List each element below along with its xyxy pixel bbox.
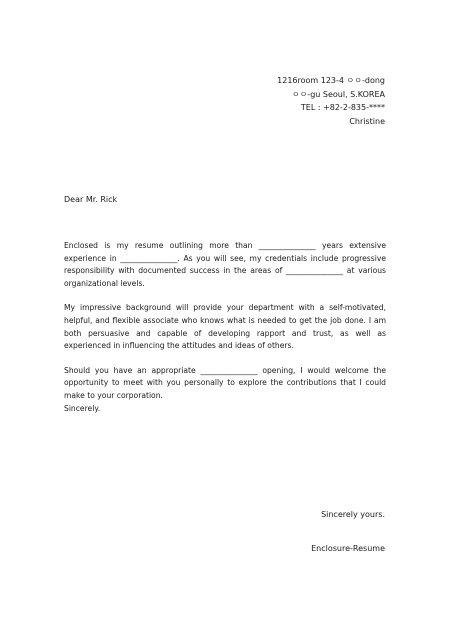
address-line-2: ㅇㅇ-gu Seoul, S.KOREA [291,89,385,99]
enclosure-note: Enclosure-Resume [311,544,385,553]
letter-body [64,240,386,415]
address-line-3: TEL : +82-2-835-**** [300,103,385,113]
address-line-1: 1216room 123-4 ㅇㅇ-dong [277,76,385,85]
paragraph-3: Should you have an appropriate _______________ opening, I would welcome the opportunity to meet with you personally to explore the contributions that I could make to your corporation. [64,365,386,400]
sender-address [277,74,385,128]
sender-name: Christine [349,116,385,126]
sign-off: Sincerely. [64,403,101,413]
paragraph-1: Enclosed is my resume outlining more than _______________ years extensive experience in _______________. As you will see, my credentials include progressive responsibility with documented success in the areas of _______________ at various organizational levels. [64,241,386,288]
closing: Sincerely yours. [321,510,385,519]
greeting: Dear Mr. Rick [64,195,118,204]
paragraph-2: My impressive background will provide your department with a self-motivated, helpful, and flexible associate who knows what is needed to get the job done. I am both persuasive and capable of developing rapport and trust, as well as experienced in influencing the attitudes and ideas of others. [64,303,386,351]
